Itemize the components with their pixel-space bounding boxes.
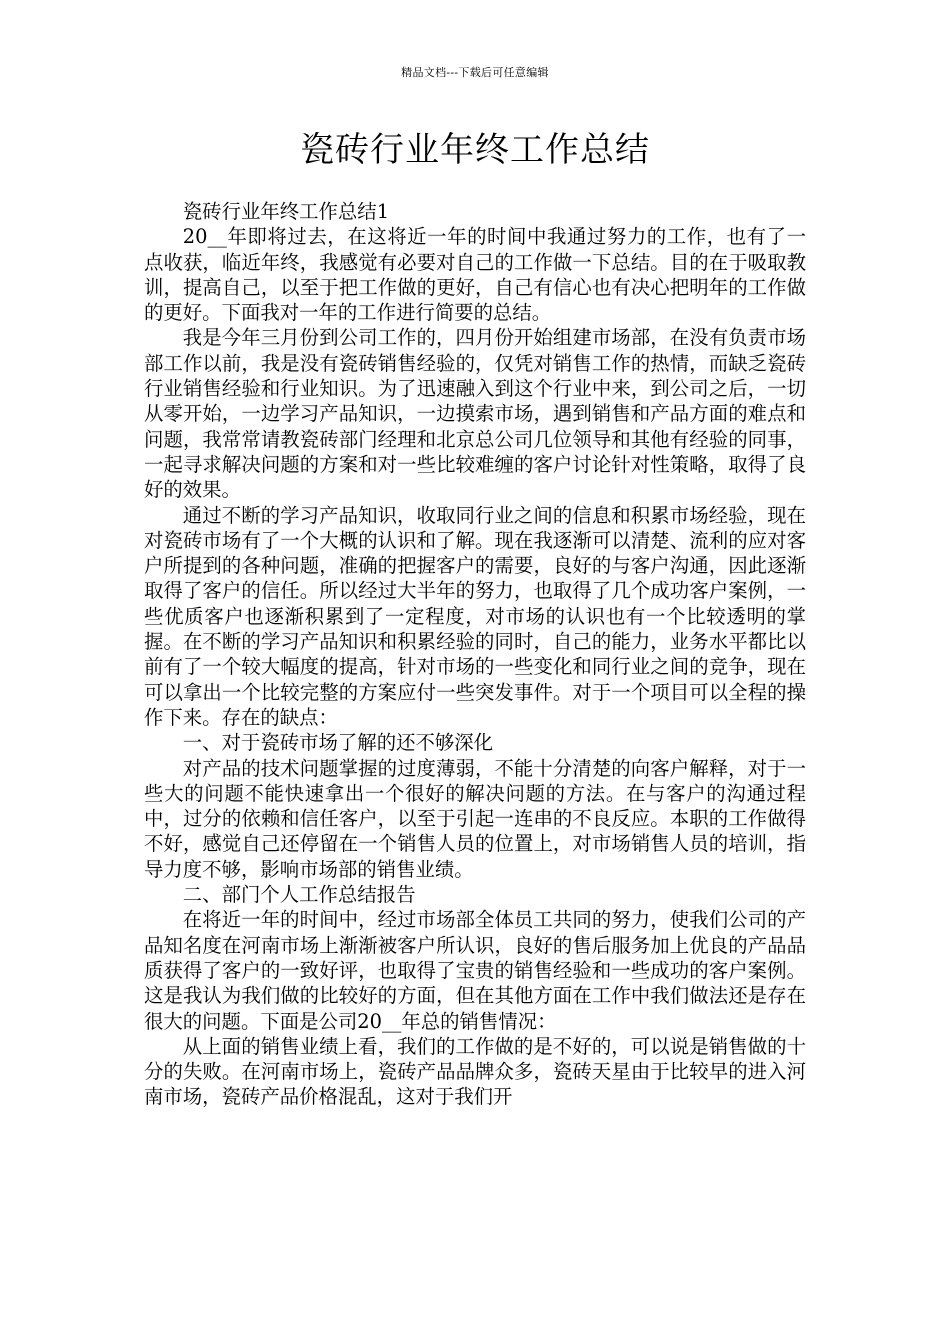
paragraph: 从上面的销售业绩上看，我们的工作做的是不好的，可以说是销售做的十分的失败。在河南市场上，瓷砖产品品牌众多，瓷砖天星由于比较早的进入河南市场，瓷砖产品价格混乱，这对于我们开 [144, 1034, 806, 1109]
paragraph: 在将近一年的时间中，经过市场部全体员工共同的努力，使我们公司的产品知名度在河南市场上渐渐被客户所认识，良好的售后服务加上优良的产品品质获得了客户的一致好评，也取得了宝贵的销售经验和一些成功的客户案例。这是我认为我们做的比较好的方面，但在其他方面在工作中我们做法还是存在很大的问题。下面是公司20__年总的销售情况： [144, 908, 806, 1033]
paragraph: 我是今年三月份到公司工作的，四月份开始组建市场部，在没有负责市场部工作以前，我是没有瓷砖销售经验的，仅凭对销售工作的热情，而缺乏瓷砖行业销售经验和行业知识。为了迅速融入到这个行业中来，到公司之后，一切从零开始，一边学习产品知识，一边摸索市场，遇到销售和产品方面的难点和问题，我常常请教瓷砖部门经理和北京总公司几位领导和其他有经验的同事，一起寻求解决问题的方案和对一些比较难缠的客户讨论针对性策略，取得了良好的效果。 [144, 326, 806, 502]
section-heading: 瓷砖行业年终工作总结1 [182, 200, 390, 223]
document-title: 瓷砖行业年终工作总结 [300, 130, 650, 170]
document-body [144, 199, 806, 1110]
page-header-note: 精品文档---下载后可任意编辑 [401, 66, 549, 79]
subheading: 一、对于瓷砖市场了解的还不够深化 [182, 731, 494, 755]
subheading: 二、部门个人工作总结报告 [182, 883, 416, 907]
paragraph: 通过不断的学习产品知识，收取同行业之间的信息和积累市场经验，现在对瓷砖市场有了一个大概的认识和了解。现在我逐渐可以清楚、流利的应对客户所提到的各种问题，准确的把握客户的需要，良好的与客户沟通，因此逐渐取得了客户的信任。所以经过大半年的努力，也取得了几个成功客户案例，一些优质客户也逐渐积累到了一定程度，对市场的认识也有一个比较透明的掌握。在不断的学习产品知识和积累经验的同时，自己的能力，业务水平都比以前有了一个较大幅度的提高，针对市场的一些变化和同行业之间的竞争，现在可以拿出一个比较完整的方案应付一些突发事件。对于一个项目可以全程的操作下来。存在的缺点： [144, 503, 806, 729]
paragraph: 20__年即将过去，在这将近一年的时间中我通过努力的工作，也有了一点收获，临近年终，我感觉有必要对自己的工作做一下总结。目的在于吸取教训，提高自己，以至于把工作做的更好，自己有信心也有决心把明年的工作做的更好。下面我对一年的工作进行简要的总结。 [144, 225, 806, 325]
paragraph: 对产品的技术问题掌握的过度薄弱，不能十分清楚的向客户解释，对于一些大的问题不能快速拿出一个很好的解决问题的方法。在与客户的沟通过程中，过分的依赖和信任客户，以至于引起一连串的不良反应。本职的工作做得不好，感觉自己还停留在一个销售人员的位置上，对市场销售人员的培训，指导力度不够，影响市场部的销售业绩。 [144, 756, 806, 881]
